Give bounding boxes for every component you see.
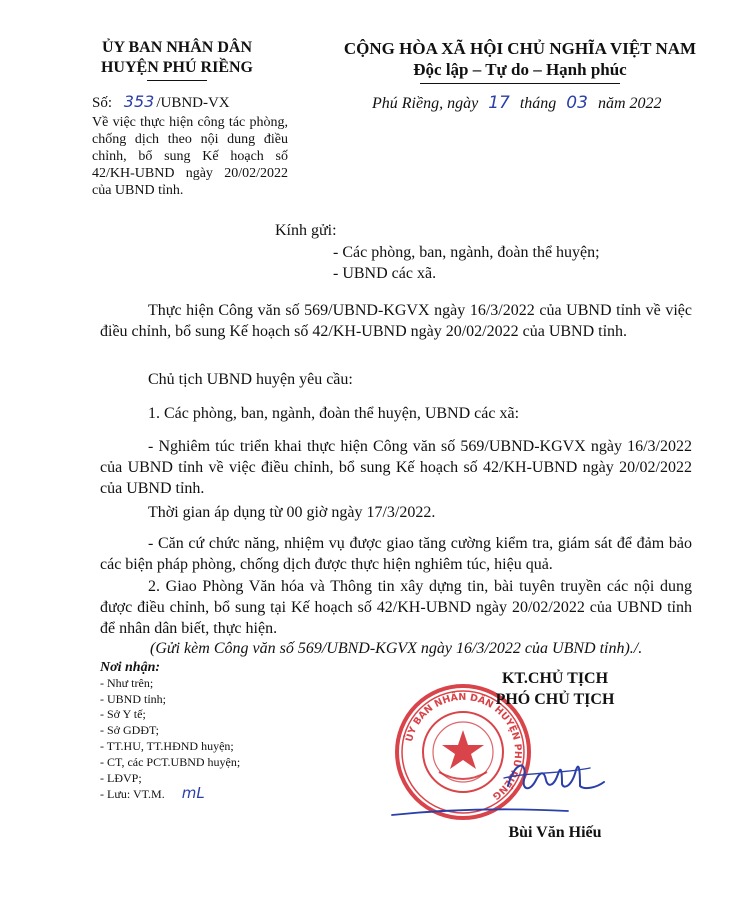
distribution-item-text: - Lưu: VT.M. bbox=[100, 787, 165, 802]
signer-role: PHÓ CHỦ TỊCH bbox=[495, 691, 615, 708]
distribution-item: - Sở Y tế; bbox=[100, 707, 146, 722]
date-month-label: tháng bbox=[519, 95, 557, 112]
subject-summary: Về việc thực hiện công tác phòng, chống dịch theo nội dung điều chỉnh, bổ sung Kế hoạch số 42/KH-UBND ngày 20/02/2022 của UBND tỉnh. bbox=[92, 115, 288, 198]
distribution-title: Nơi nhận: bbox=[100, 660, 161, 675]
distribution-item: - TT.HU, TT.HĐND huyện; bbox=[100, 738, 234, 753]
body-paragraph: 1. Các phòng, ban, ngành, đoàn thể huyện, UBND các xã: bbox=[148, 405, 520, 422]
addressee-item: - Các phòng, ban, ngành, đoàn thể huyện; bbox=[333, 244, 600, 261]
date-day: 17 bbox=[488, 93, 510, 113]
agency-underline bbox=[147, 80, 207, 81]
distribution-item: - Như trên; bbox=[100, 675, 154, 690]
distribution-item: - Sở GDĐT; bbox=[100, 723, 160, 738]
issue-date bbox=[372, 93, 662, 113]
body-paragraph: Thời gian áp dụng từ 00 giờ ngày 17/3/2022. bbox=[148, 504, 436, 521]
signer-name: Bùi Văn Hiếu bbox=[508, 824, 602, 841]
date-year: năm 2022 bbox=[597, 95, 662, 112]
signature-underline-icon bbox=[390, 805, 570, 819]
body-paragraph: Chủ tịch UBND huyện yêu cầu: bbox=[148, 371, 353, 388]
agency-line1: ỦY BAN NHÂN DÂN bbox=[101, 39, 253, 56]
date-month: 03 bbox=[566, 93, 588, 113]
document-number bbox=[92, 92, 230, 112]
svg-text:ỦY BAN NHÂN DÂN HUYỆN PHÚ RIỀN: ỦY BAN NHÂN DÂN HUYỆN PHÚ RIỀNG bbox=[404, 691, 524, 802]
addressee-item: - UBND các xã. bbox=[333, 265, 437, 282]
agency-line2: HUYỆN PHÚ RIỀNG bbox=[100, 59, 253, 76]
distribution-item: - UBND tỉnh; bbox=[100, 691, 166, 706]
distribution-item: - LĐVP; bbox=[100, 770, 142, 785]
motto-underline bbox=[420, 83, 620, 84]
addressee-label: Kính gửi: bbox=[275, 222, 337, 239]
number-label: Số: bbox=[92, 95, 113, 111]
addressee-list bbox=[333, 242, 600, 284]
republic-title: CỘNG HÒA XÃ HỘI CHỦ NGHĨA VIỆT NAM bbox=[343, 39, 697, 58]
signer-delegation: KT.CHỦ TỊCH bbox=[501, 670, 609, 687]
distribution-list bbox=[100, 660, 240, 803]
number-suffix: /UBND-VX bbox=[156, 95, 230, 111]
body-paragraph: Thực hiện Công văn số 569/UBND-KGVX ngày 16/3/2022 của UBND tỉnh về việc điều chỉnh, bổ sung Kế hoạch số 42/KH-UBND ngày 20/02/2022 của UBND tỉnh. bbox=[100, 302, 692, 340]
date-prefix: Phú Riềng, ngày bbox=[372, 95, 479, 112]
motto: Độc lập – Tự do – Hạnh phúc bbox=[413, 60, 627, 79]
body-paragraph: - Căn cứ chức năng, nhiệm vụ được giao tăng cường kiểm tra, giám sát để đảm bảo các biện pháp phòng, chống dịch được thực hiện nghiêm túc, hiệu quả. bbox=[100, 535, 692, 573]
distribution-item bbox=[100, 786, 240, 803]
signer-title bbox=[450, 668, 660, 710]
body-paragraph: 2. Giao Phòng Văn hóa và Thông tin xây dựng tin, bài tuyên truyền các nội dung được điều chỉnh, bổ sung tại Kế hoạch số 42/KH-UBND ngày 20/02/2022 của UBND tỉnh để nhân dân biết, thực hiện. bbox=[100, 578, 692, 637]
issuing-agency bbox=[72, 38, 282, 81]
distribution-item: - CT, các PCT.UBND huyện; bbox=[100, 754, 241, 769]
national-header bbox=[330, 38, 710, 84]
handwritten-initials: mL bbox=[181, 784, 205, 803]
handwritten-number: 353 bbox=[123, 92, 155, 111]
signature-icon bbox=[500, 750, 610, 800]
body-paragraph: - Nghiêm túc triển khai thực hiện Công văn số 569/UBND-KGVX ngày 16/3/2022 của UBND tỉnh về việc điều chỉnh, bổ sung Kế hoạch số 42/KH-UBND ngày 20/02/2022 của UBND tỉnh. bbox=[100, 438, 692, 497]
attachment-note: (Gửi kèm Công văn số 569/UBND-KGVX ngày 16/3/2022 của UBND tỉnh)./. bbox=[150, 640, 643, 657]
